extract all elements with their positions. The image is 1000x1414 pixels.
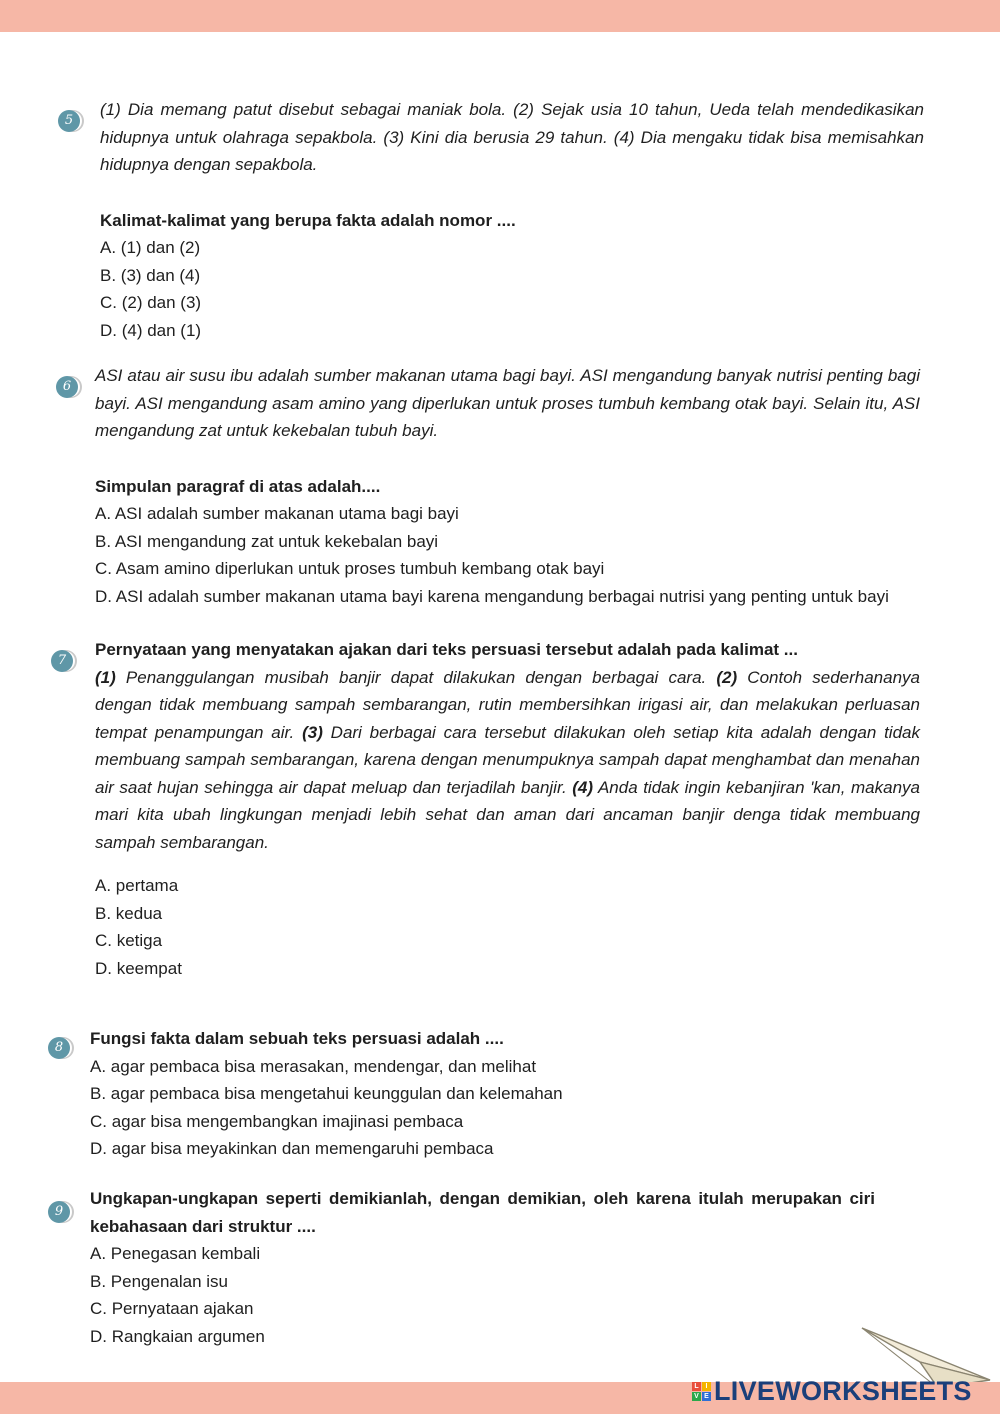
liveworksheets-logo — [692, 1374, 972, 1408]
question-5 — [62, 96, 942, 344]
sentence-text: Anda tidak ingin kebanjiran 'kan, makanya mari kita ubah lingkungan menjadi lebih sehat dan aman dari ancaman banjir denga tidak membuang sampah sembarangan. — [95, 777, 920, 852]
option-a[interactable]: A. pertama — [95, 876, 179, 895]
option-a[interactable]: A. Penegasan kembali — [90, 1244, 261, 1263]
question-9 — [52, 1185, 932, 1350]
option-b[interactable]: B. kedua — [95, 903, 163, 923]
option-d[interactable]: D. agar bisa meyakinkan dan memengaruhi pembaca — [90, 1139, 494, 1158]
option-d[interactable]: D. Rangkaian argumen — [90, 1326, 265, 1346]
option-c[interactable]: C. Pernyataan ajakan — [90, 1299, 254, 1318]
logo-grid-l: L — [692, 1382, 701, 1391]
question-number-badge: 7 — [51, 650, 73, 672]
option-list — [95, 872, 920, 982]
question-6 — [57, 362, 937, 610]
sentence-marker: (1) — [95, 667, 116, 687]
question-paragraph: (1) Dia memang patut disebut sebagai maniak bola. (2) Sejak usia 10 tahun, Ueda telah mendedikasikan hidupnya untuk olahraga sepakbola. (3) Kini dia berusia 29 tahun. (4) Dia mengaku tidak bisa memisahkan hidupnya dengan sepakbola. — [100, 100, 924, 174]
option-c[interactable]: C. agar bisa mengembangkan imajinasi pembaca — [90, 1111, 464, 1131]
top-decorative-band — [0, 0, 1000, 32]
option-c[interactable]: C. (2) dan (3) — [100, 293, 202, 312]
logo-grid-v: V — [692, 1392, 701, 1401]
sentence-text: Penanggulangan musibah banjir dapat dilakukan dengan berbagai cara. — [115, 667, 717, 687]
option-b[interactable]: B. (3) dan (4) — [100, 265, 201, 285]
question-prompt: Fungsi fakta dalam sebuah teks persuasi adalah .... — [90, 1029, 504, 1048]
question-prompt: Kalimat-kalimat yang berupa fakta adalah nomor .... — [100, 210, 516, 230]
option-d[interactable]: D. ASI adalah sumber makanan utama bayi karena mengandung berbagai nutrisi yang penting untuk bayi — [95, 586, 889, 606]
question-number-badge: 8 — [48, 1037, 70, 1059]
option-b[interactable]: B. agar pembaca bisa mengetahui keunggulan dan kelemahan — [90, 1084, 563, 1103]
question-8 — [52, 1025, 932, 1163]
question-7 — [57, 636, 937, 982]
sentence-text: Contoh sederhananya dengan tidak membuang sampah sembarangan, rutin membersihkan irigasi air, dan melakukan perluasan tempat penampungan air. — [95, 667, 920, 742]
question-paragraph: ASI atau air susu ibu adalah sumber makanan utama bagi bayi. ASI mengandung banyak nutrisi penting bagi bayi. ASI mengandung asam amino yang diperlukan untuk proses tumbuh kembang otak bayi. Selain itu, ASI mengandung zat untuk kekebalan tubuh bayi. — [95, 366, 920, 440]
question-prompt: Pernyataan yang menyatakan ajakan dari teks persuasi tersebut adalah pada kalimat ... — [95, 640, 798, 659]
question-number-badge: 6 — [56, 376, 78, 398]
option-b[interactable]: B. Pengenalan isu — [90, 1271, 228, 1291]
option-list — [90, 1240, 875, 1350]
option-list — [95, 500, 920, 610]
option-d[interactable]: D. (4) dan (1) — [100, 320, 202, 340]
option-d[interactable]: D. keempat — [95, 958, 182, 978]
option-b[interactable]: B. ASI mengandung zat untuk kekebalan bayi — [95, 531, 439, 551]
logo-grid-i: I — [702, 1382, 711, 1391]
sentence-text: Dari berbagai cara tersebut dilakukan oleh setiap kita adalah dengan tidak membuang sampah sembarangan, karena dengan menumpuknya sampah dapat menghambat dan menahan air saat hujan sehingga air dapat meluap dan terjadilah banjir. — [95, 722, 920, 797]
sentence-marker: (2) — [716, 667, 738, 687]
logo-text: LIVEWORKSHEETS — [714, 1375, 972, 1406]
option-c[interactable]: C. ketiga — [95, 931, 163, 950]
question-number-badge: 5 — [58, 110, 80, 132]
sentence-marker: (3) — [302, 722, 323, 742]
question-prompt: Ungkapan-ungkapan seperti demikianlah, dengan demikian, oleh karena itulah merupakan ciri kebahasaan dari struktur .... — [90, 1189, 875, 1236]
logo-grid-e: E — [702, 1392, 711, 1401]
option-list — [100, 234, 924, 344]
option-list — [90, 1053, 915, 1163]
logo-grid-icon — [692, 1382, 711, 1401]
option-c[interactable]: C. Asam amino diperlukan untuk proses tumbuh kembang otak bayi — [95, 559, 605, 578]
option-a[interactable]: A. ASI adalah sumber makanan utama bagi bayi — [95, 504, 459, 523]
question-prompt: Simpulan paragraf di atas adalah.... — [95, 476, 381, 496]
sentence-marker: (4) — [572, 777, 594, 797]
question-number-badge: 9 — [48, 1201, 70, 1223]
option-a[interactable]: A. (1) dan (2) — [100, 238, 201, 257]
question-paragraph — [95, 664, 920, 857]
option-a[interactable]: A. agar pembaca bisa merasakan, mendengar, dan melihat — [90, 1056, 537, 1076]
